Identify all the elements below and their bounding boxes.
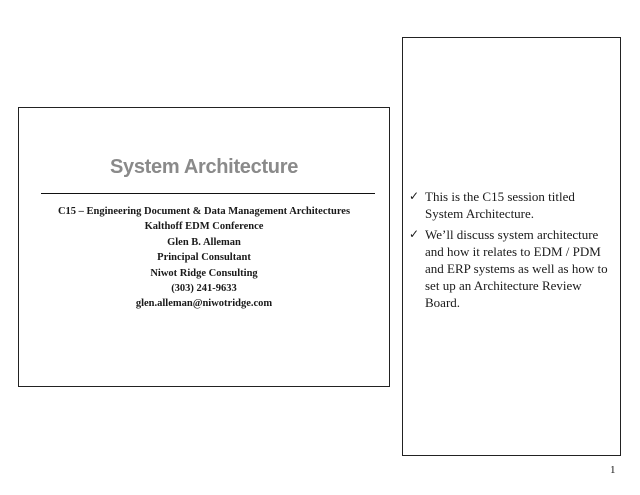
check-icon: ✓ (409, 227, 420, 241)
session-title: C15 – Engineering Document & Data Management Architectures (57, 206, 351, 217)
conference-name: Kalthoff EDM Conference (144, 221, 264, 233)
speaker-notes-panel (402, 37, 621, 456)
note-text: We’ll discuss system architecture and how it relates to EDM / PDM and ERP systems as well as how to set up an Architecture Review Board. (425, 227, 608, 310)
notes-list (409, 188, 615, 315)
note-item (409, 188, 615, 222)
slide-title: System Architecture (109, 156, 299, 178)
slide-subtitle-block (19, 204, 389, 312)
note-item (409, 226, 615, 311)
slide-thumbnail (18, 107, 390, 387)
check-icon: ✓ (409, 189, 420, 203)
presenter-role: Principal Consultant (157, 252, 251, 264)
company-name: Niwot Ridge Consulting (150, 267, 258, 279)
email-address: glen.alleman@niwotridge.com (135, 298, 273, 310)
note-text: This is the C15 session titled System Architecture. (425, 189, 575, 221)
page-number: 1 (610, 464, 616, 476)
presenter-name: Glen B. Alleman (167, 236, 241, 248)
phone-number: (303) 241-9633 (171, 283, 237, 295)
title-divider (41, 193, 375, 194)
